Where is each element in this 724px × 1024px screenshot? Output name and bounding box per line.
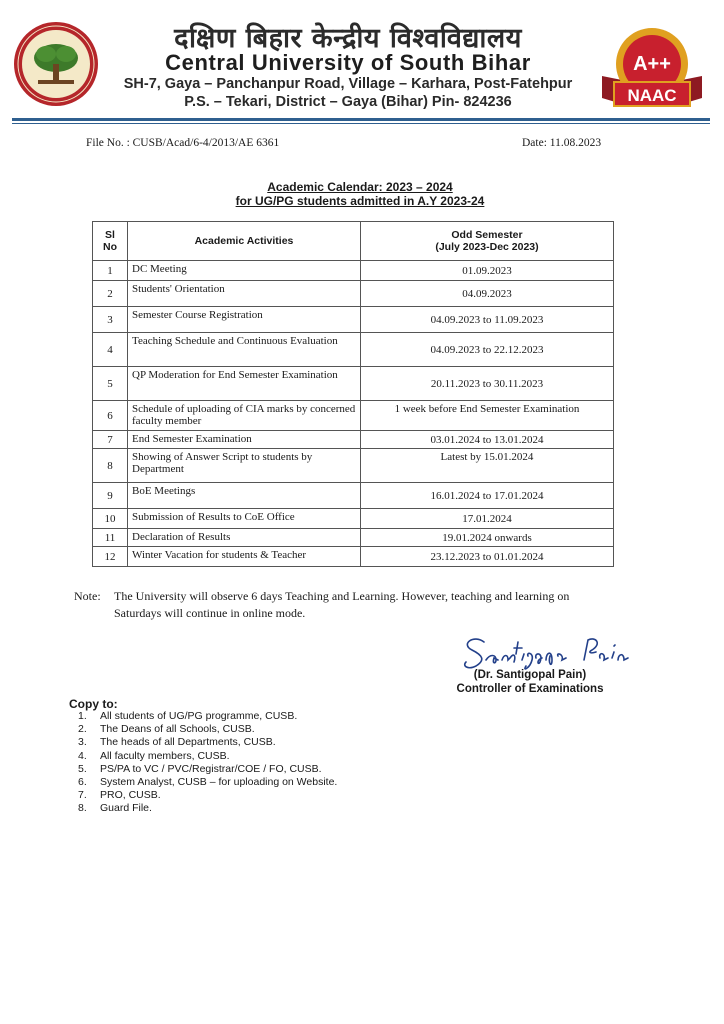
signatory-name: (Dr. Santigopal Pain) xyxy=(473,669,587,681)
row-date: 04.09.2023 to 11.09.2023 xyxy=(361,307,614,333)
naac-badge xyxy=(594,24,710,116)
copy-to-list xyxy=(78,710,337,816)
row-activity: Winter Vacation for students & Teacher xyxy=(128,547,361,567)
address-line-1: SH-7, Gaya – Panchanpur Road, Village – Karhara, Post-Fatehpur xyxy=(123,76,573,92)
table-row xyxy=(93,509,614,529)
university-name: Central University of South Bihar xyxy=(165,50,531,75)
row-activity: Submission of Results to CoE Office xyxy=(128,509,361,529)
row-date: Latest by 15.01.2024 xyxy=(361,449,614,483)
table-row xyxy=(93,547,614,567)
row-activity: End Semester Examination xyxy=(128,431,361,449)
list-item: 2. The Deans of all Schools, CUSB. xyxy=(78,723,255,736)
row-activity: BoE Meetings xyxy=(128,483,361,509)
row-date: 17.01.2024 xyxy=(361,509,614,529)
row-date: 03.01.2024 to 13.01.2024 xyxy=(361,431,614,449)
row-sl: 9 xyxy=(93,483,128,509)
row-sl: 10 xyxy=(93,509,128,529)
table-row xyxy=(93,529,614,547)
row-activity: DC Meeting xyxy=(128,261,361,281)
list-item: 8. Guard File. xyxy=(78,802,152,815)
row-date: 16.01.2024 to 17.01.2024 xyxy=(361,483,614,509)
file-number: File No. : CUSB/Acad/6-4/2013/AE 6361 xyxy=(86,137,280,149)
table-row xyxy=(93,401,614,431)
university-name-hindi: दक्षिण बिहार केन्द्रीय विश्वविद्यालय xyxy=(174,23,522,54)
copy-to-heading: Copy to: xyxy=(69,697,118,711)
calendar-subtitle: for UG/PG students admitted in A.Y 2023-24 xyxy=(235,194,485,208)
header-rule xyxy=(12,118,710,121)
row-activity: Teaching Schedule and Continuous Evaluation xyxy=(128,333,361,367)
col-activity: Academic Activities xyxy=(128,222,361,261)
row-activity: Schedule of uploading of CIA marks by concerned faculty member xyxy=(128,401,361,431)
list-item: 7. PRO, CUSB. xyxy=(78,789,161,802)
row-date: 04.09.2023 to 22.12.2023 xyxy=(361,333,614,367)
note-line-1: The University will observe 6 days Teaching and Learning. However, teaching and learning on xyxy=(114,589,570,603)
row-sl: 6 xyxy=(93,401,128,431)
table-row xyxy=(93,281,614,307)
row-activity: Students' Orientation xyxy=(128,281,361,307)
university-logo xyxy=(12,20,100,108)
address-line-2: P.S. – Tekari, District – Gaya (Bihar) Pin- 824236 xyxy=(184,94,512,110)
row-sl: 7 xyxy=(93,431,128,449)
row-sl: 11 xyxy=(93,529,128,547)
row-activity: Declaration of Results xyxy=(128,529,361,547)
table-row xyxy=(93,367,614,401)
naac-label: NAAC xyxy=(627,86,677,105)
table-row xyxy=(93,483,614,509)
row-activity: QP Moderation for End Semester Examination xyxy=(128,367,361,401)
table-header-row xyxy=(93,222,614,261)
row-sl: 3 xyxy=(93,307,128,333)
document-date: Date: 11.08.2023 xyxy=(522,137,602,149)
row-sl: 2 xyxy=(93,281,128,307)
col-sl-no: Sl No xyxy=(93,222,128,261)
table-row xyxy=(93,431,614,449)
list-item: 1. All students of UG/PG programme, CUSB. xyxy=(78,710,298,722)
note xyxy=(74,588,644,622)
col-odd-semester: Odd Semester (July 2023-Dec 2023) xyxy=(361,222,614,261)
note-label: Note: xyxy=(74,589,101,603)
row-sl: 4 xyxy=(93,333,128,367)
list-item: 6. System Analyst, CUSB – for uploading on Website. xyxy=(78,775,338,788)
row-date: 23.12.2023 to 01.01.2024 xyxy=(361,547,614,567)
table-row xyxy=(93,307,614,333)
row-date: 19.01.2024 onwards xyxy=(361,529,614,547)
table-row xyxy=(93,333,614,367)
note-line-2: Saturdays will continue in online mode. xyxy=(114,606,306,620)
naac-grade: A++ xyxy=(633,53,671,75)
row-date: 1 week before End Semester Examination xyxy=(361,401,614,431)
list-item: 4. All faculty members, CUSB. xyxy=(78,749,230,762)
row-date: 04.09.2023 xyxy=(361,281,614,307)
table-row xyxy=(93,449,614,483)
header-rule-thin xyxy=(12,123,710,124)
row-activity: Showing of Answer Script to students by Department xyxy=(128,449,361,483)
list-item: 3. The heads of all Departments, CUSB. xyxy=(78,736,276,749)
row-activity: Semester Course Registration xyxy=(128,307,361,333)
row-sl: 8 xyxy=(93,449,128,483)
signature xyxy=(456,630,646,674)
list-item: 5. PS/PA to VC / PVC/Registrar/COE / FO, CUSB. xyxy=(78,762,322,775)
row-date: 20.11.2023 to 30.11.2023 xyxy=(361,367,614,401)
row-sl: 5 xyxy=(93,367,128,401)
academic-calendar-table xyxy=(92,221,614,567)
row-sl: 1 xyxy=(93,261,128,281)
row-sl: 12 xyxy=(93,547,128,567)
table-row xyxy=(93,261,614,281)
calendar-title: Academic Calendar: 2023 – 2024 xyxy=(267,180,453,194)
row-date: 01.09.2023 xyxy=(361,261,614,281)
signatory-title: Controller of Examinations xyxy=(456,683,604,695)
